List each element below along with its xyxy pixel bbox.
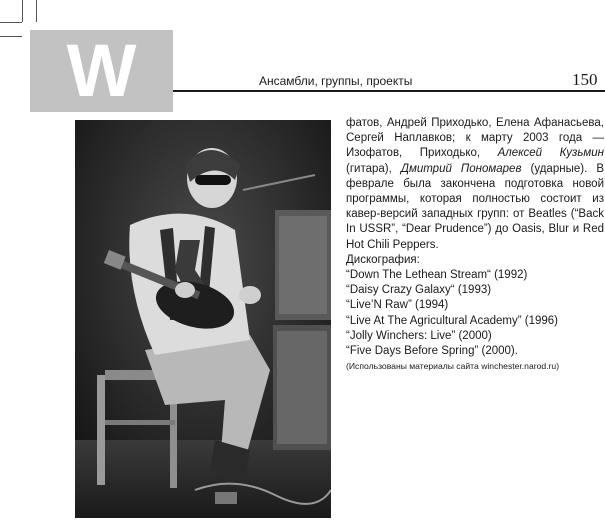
discography-item: “Jolly Winchers: Live” (2000) — [346, 329, 492, 342]
crop-mark-vertical-inner — [36, 0, 37, 22]
paragraph-text-part-2: (гитара), — [346, 162, 401, 175]
running-header-title: Ансамбли, группы, проекты — [259, 74, 413, 88]
section-letter: W — [66, 29, 137, 112]
musician-with-guitar-photo-icon — [75, 120, 331, 518]
page-number: 150 — [572, 70, 598, 89]
musician-name-ponomarev: Дмитрий Пономарев — [400, 162, 522, 175]
article-text-column — [346, 116, 604, 373]
discography-title: Дискография: — [346, 253, 420, 266]
discography-item: “Five Days Before Spring” (2000). — [346, 345, 518, 358]
crop-mark-horizontal-inner — [0, 36, 22, 37]
musician-name-kuzmin: Алексей Кузьмин — [497, 147, 604, 160]
paragraph-text-part-3: (ударные). В феврале была закончена подготовка новой программы, которая полностью состоит из кавер-версий западных групп: от Beatles (“Back In USSR”, “Dear Prudence”) до Oasis, Blur и Red Hot Chili Peppers. — [346, 162, 604, 251]
paragraph-text-part-1: фатов, Андрей Приходько, Елена Афанасьева, Сергей Наплавков; к марту 2003 года — Изофатов, Приходько, — [346, 117, 604, 160]
musician-photo — [75, 120, 331, 518]
section-letter-block — [30, 30, 173, 112]
discography-item: “Daisy Crazy Galaxy“ (1993) — [346, 284, 492, 297]
discography-item: “Down The Lethean Stream“ (1992) — [346, 269, 528, 282]
source-note: (Использованы материалы сайта winchester.narod.ru) — [346, 361, 560, 372]
crop-mark-horizontal — [0, 22, 22, 23]
discography-item: “Live’N Raw” (1994) — [346, 299, 449, 312]
discography-item: “Live At The Agricultural Academy” (1996) — [346, 314, 559, 327]
header-rule — [173, 90, 605, 92]
crop-mark-vertical — [22, 0, 23, 22]
article-paragraph — [346, 116, 604, 253]
